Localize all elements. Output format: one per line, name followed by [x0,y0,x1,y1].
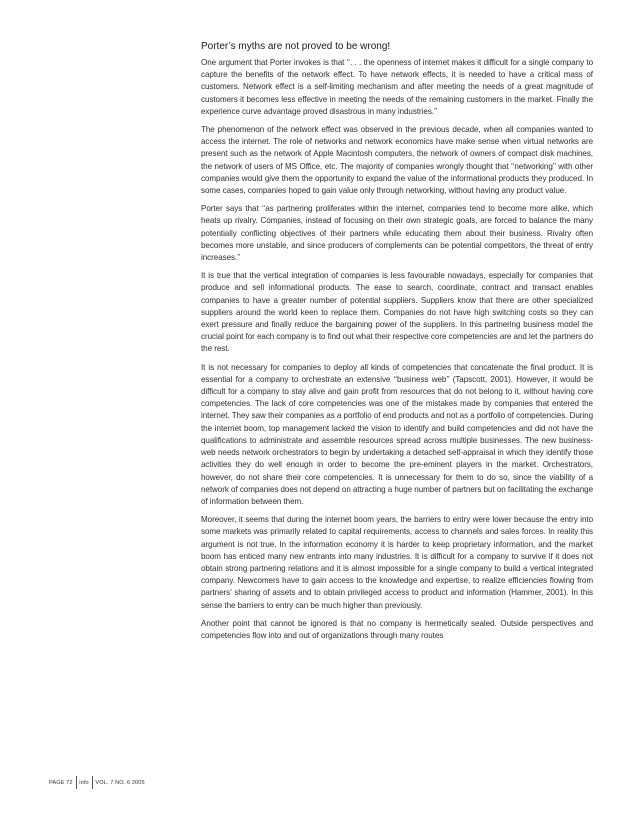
paragraph-2: The phenomenon of the network effect was observed in the previous decade, when all companies wanted to access the internet. The role of networks and network economics have make sense when virtual networks are present such as the network of Apple Macintosh computers, the network of owners of compact disk machines, the network of users of MS Office, etc. The majority of companies wrongly thought that ‘‘networking’’ with other companies would give them the opportunity to expand the value of the informational products they produced. In some cases, companies hoped to gain value only through networking, without having any product value. [201,125,593,196]
footer-divider [76,776,77,789]
journal-name: info [79,779,89,786]
paragraph-1: One argument that Porter invokes is that ‘‘. . . the openness of internet makes it difficult for a single company to capture the benefits of the network effect. To have network effects, it is needed to have a critical mass of customers. Network effect is a self-limiting mechanism and after meeting the needs of a great magnitude of customers it becomes less effective in meeting the needs of the remaining customers in the market. Finally the experience curve advantage proved disastrous in many industries.’’ [201,58,593,116]
volume-info: VOL. 7 NO. 6 2005 [95,779,145,786]
section-heading: Porter’s myths are not proved to be wrong! [201,41,391,52]
paragraph-4: It is true that the vertical integration of companies is less favourable nowadays, especially for companies that produce and sell informational products. The ease to search, coordinate, contract and transact enables companies to have a greater number of potential suppliers. Suppliers know that there are other specialized suppliers around the world keen to replace them. Companies do not have high switching costs so they can exert pressure and finally reduce the bargaining power of the suppliers. In this partnering business model the crucial point for each company is to find out what their respective core competencies are and let the partners do the rest. [201,271,593,354]
footer-divider [92,776,93,789]
page-number: PAGE 72 [49,779,73,786]
paragraph-7: Another point that cannot be ignored is that no company is hermetically sealed. Outside perspectives and competencies flow into and out of organizations through many routes [201,618,593,640]
article-column [201,40,593,648]
paragraph-5: It is not necessary for companies to deploy all kinds of competencies that concatenate the final product. It is essential for a company to orchestrate an extensive ‘‘business web’’ (Tapscott, 2001). However, it would be difficult for a company to stay alive and gain profit from resources that do not belong to it, without having core competencies. The lack of core competencies was one of the mistakes made by companies that entered the internet. They saw their companies as a portfolio of end products and not as a portfolio of competencies. During the internet boom, top management lacked the vision to identify and build competencies and did not have the qualifications to administrate and assemble resources spread across multiple businesses. The new business-web needs network orchestrators to begin by undertaking a detached self-appraisal in which they identify those activities they do well enough in order to become the pre-eminent players in the market. Orchestrators, however, do not share their core competencies. It is unnecessary for them to do so, since the viability of a network of companies does not depend on attracting a huge number of partners but on facilitating the exchange of information between them. [201,362,593,506]
page-footer [49,776,145,789]
paragraph-6: Moreover, it seems that during the internet boom years, the barriers to entry were lower because the entry into some markets was primarily related to capital requirements, access to channels and sales forces. In reality this argument is not true. In the information economy it is harder to keep proprietary information, and the market boom has enticed many new entrants into many industries. It is difficult for a company to survive if it does not obtain strong partnering relations and it is almost impossible for a single company to build a vertical integrated company. Newcomers have to gain access to the knowledge and expertise, to realize efficiencies flowing from partners’ sharing of assets and to obtain privileged access to product and information (Hammer, 2001). In this sense the barriers to entry can be much higher than previously. [201,515,593,610]
paragraph-3: Porter says that ‘‘as partnering proliferates within the internet, companies tend to become more alike, which heats up rivalry. Companies, instead of focusing on their own strategic goals, are forced to balance the many potentially conflicting objectives of their partners while educating them about their business. Rivalry often becomes more unstable, and since producers of complements can be potential competitors, the threat of entry increases.’’ [201,204,593,263]
